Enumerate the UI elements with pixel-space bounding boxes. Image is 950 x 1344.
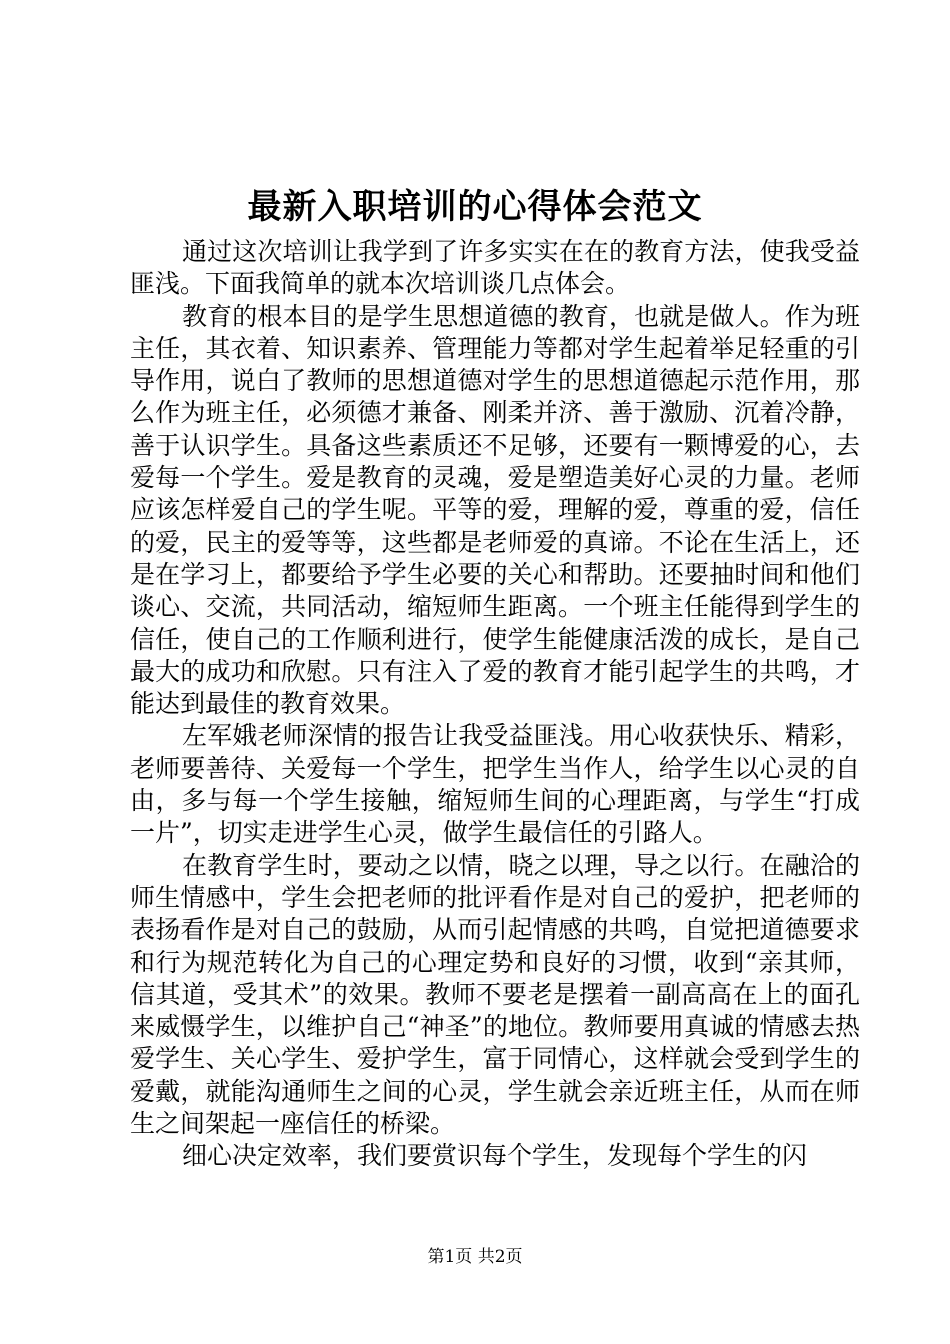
document-body [130, 236, 860, 1173]
document-title: 最新入职培训的心得体会范文 [247, 187, 703, 227]
paragraph-emotion-education: 在教育学生时，要动之以情，晓之以理，导之以行。在融洽的师生情感中，学生会把老师的批评看作是对自己的爱护，把老师的表扬看作是对自己的鼓励，从而引起情感的共鸣，自觉把道德要求和行为规范转化为自己的心理定势和良好的习惯，收到“亲其师，信其道，受其术”的效果。教师不要老是摆着一副高高在上的面孔来威慑学生，以维护自己“神圣”的地位。教师要用真诚的情感去热爱学生、关心学生、爱护学生，富于同情心，这样就会受到学生的爱戴，就能沟通师生之间的心灵，学生就会亲近班主任，从而在师生之间架起一座信任的桥梁。 [130, 850, 860, 1139]
page-number-footer: 第1页 共2页 [427, 1247, 523, 1267]
paragraph-teacher-report: 左军娥老师深情的报告让我受益匪浅。用心收获快乐、精彩，老师要善待、关爱每一个学生，把学生当作人，给学生以心灵的自由，多与每一个学生接触，缩短师生间的心理距离，与学生“打成一片”，切实走进学生心灵，做学生最信任的引路人。 [130, 721, 860, 848]
paragraph-attention-efficiency: 细心决定效率，我们要赏识每个学生，发现每个学生的闪 [182, 1141, 808, 1171]
paragraph-intro: 通过这次培训让我学到了许多实实在在的教育方法，使我受益匪浅。下面我简单的就本次培训谈几点体会。 [130, 237, 860, 299]
paragraph-education-purpose: 教育的根本目的是学生思想道德的教育，也就是做人。作为班主任，其衣着、知识素养、管理能力等都对学生起着举足轻重的引导作用，说白了教师的思想道德对学生的思想道德起示范作用，那么作为班主任，必须德才兼备、刚柔并济、善于激励、沉着冷静，善于认识学生。具备这些素质还不足够，还要有一颗博爱的心，去爱每一个学生。爱是教育的灵魂，爱是塑造美好心灵的力量。老师应该怎样爱自己的学生呢。平等的爱，理解的爱，尊重的爱，信任的爱，民主的爱等等，这些都是老师爱的真谛。不论在生活上，还是在学习上，都要给予学生必要的关心和帮助。还要抽时间和他们谈心、交流，共同活动，缩短师生距离。一个班主任能得到学生的信任，使自己的工作顺利进行，使学生能健康活泼的成长，是自己最大的成功和欣慰。只有注入了爱的教育才能引起学生的共鸣，才能达到最佳的教育效果。 [130, 301, 860, 719]
